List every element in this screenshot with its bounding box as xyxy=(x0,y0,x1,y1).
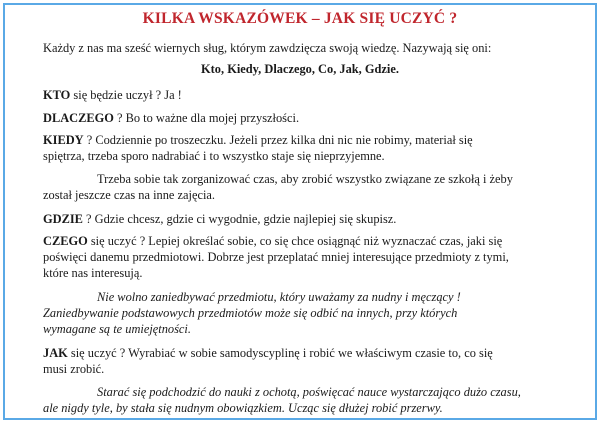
document-frame xyxy=(3,3,597,420)
intro-text: Każdy z nas ma sześć wiernych sług, którym zawdzięcza swoją wiedzę. Nazywają się oni: xyxy=(43,41,492,55)
section-keyword: KIEDY xyxy=(43,133,84,147)
section-czego-line-1 xyxy=(43,234,569,250)
servants-list: Kto, Kiedy, Dlaczego, Co, Jak, Gdzie. xyxy=(201,62,399,76)
section-keyword: JAK xyxy=(43,346,68,360)
section-kto xyxy=(43,88,569,104)
section-keyword: KTO xyxy=(43,88,71,102)
section-text: ? Codziennie po troszeczku. Jeżeli przez kilka dni nic nie robimy, materiał się xyxy=(83,133,473,147)
section-text: ? Bo to ważne dla mojej przyszłości. xyxy=(113,111,300,125)
warning-line-3: wymagane są te umiejętności. xyxy=(43,322,191,336)
section-czego-line-3: które nas interesują. xyxy=(43,266,143,280)
warning-line-2: Zaniedbywanie podstawowych przedmiotów może się odbić na innych, przy których xyxy=(43,306,458,320)
section-gdzie xyxy=(43,212,569,228)
warning-line-1: Nie wolno zaniedbywać przedmiotu, który uważamy za nudny i męczący ! xyxy=(97,290,461,304)
section-jak-line-1 xyxy=(43,346,569,362)
document-body xyxy=(5,5,595,418)
organize-line-1: Trzeba sobie tak zorganizować czas, aby zrobić wszystko związane ze szkołą i żeby xyxy=(97,172,513,186)
page-title: KILKA WSKAZÓWEK – JAK SIĘ UCZYĆ ? xyxy=(142,10,458,27)
advice-line-2: ale nigdy tyle, by stała się nudnym obowiązkiem. Ucząc się dłużej robić przerwy. xyxy=(43,401,443,415)
section-jak-line-2: musi zrobić. xyxy=(43,362,105,376)
section-keyword: GDZIE xyxy=(43,212,83,226)
section-dlaczego xyxy=(43,111,569,127)
organize-line-2: został jeszcze czas na inne zajęcia. xyxy=(43,188,215,202)
section-kiedy-line-2: spiętrza, trzeba sporo nadrabiać i to wszystko staje się nieprzyjemne. xyxy=(43,149,385,163)
section-text: się będzie uczył ? Ja ! xyxy=(70,88,182,102)
advice-line-1: Starać się podchodzić do nauki z ochotą, poświęcać nauce wystarczająco dużo czasu, xyxy=(97,385,521,399)
section-text: ? Gdzie chcesz, gdzie ci wygodnie, gdzie najlepiej się skupisz. xyxy=(82,212,397,226)
section-kiedy-line-1 xyxy=(43,133,569,149)
section-text: się uczyć ? Lepiej określać sobie, co się chce osiągnąć niż wyznaczać czas, jaki się xyxy=(87,234,503,248)
section-keyword: DLACZEGO xyxy=(43,111,114,125)
section-czego-line-2: poświęci danemu przedmiotowi. Dobrze jest przeplatać mniej interesujące przedmioty z tymi, xyxy=(43,250,509,264)
section-text: się uczyć ? Wyrabiać w sobie samodyscyplinę i robić we właściwym czasie to, co się xyxy=(67,346,493,360)
section-keyword: CZEGO xyxy=(43,234,88,248)
